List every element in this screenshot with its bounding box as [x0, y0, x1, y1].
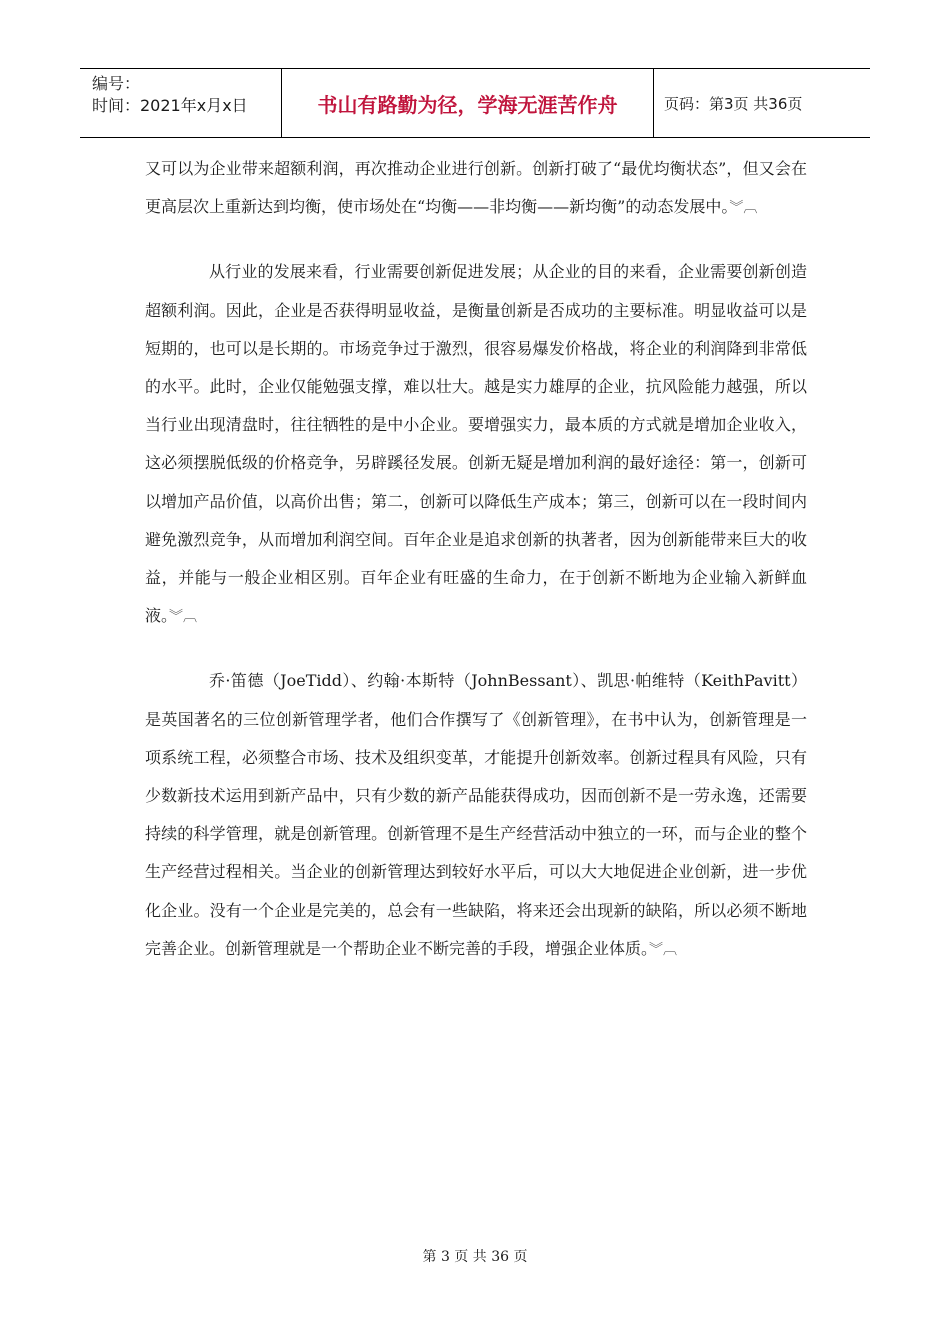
- paragraph-mark: ︾︹: [649, 941, 678, 958]
- header-meta: [80, 69, 282, 137]
- page-footer: 第 3 页 共 36 页: [422, 1249, 528, 1265]
- paragraph-3: 乔·笛德（JoeTidd）、约翰·本斯特（JohnBessant）、凯思·帕维特（KeithPavitt）是英国著名的三位创新管理学者，他们合作撰写了《创新管理》，在书中认为，创新管理是一项系统工程，必须整合市场、技术及组织变革，才能提升创新效率。创新过程具有风险，只有少数新技术运用到新产品中，只有少数的新产品能获得成功，因而创新不是一劳永逸，还需要持续的科学管理，就是创新管理。创新管理不是生产经营活动中独立的一环，而与企业的整个生产经营过程相关。当企业的创新管理达到较好水平后，可以大大地促进企业创新，进一步优化企业。没有一个企业是完美的，总会有一些缺陷，将来还会出现新的缺陷，所以必须不断地完善企业。创新管理就是一个帮助企业不断完善的手段，增强企业体质。︾︹: [145, 671, 807, 958]
- document-body: [145, 150, 807, 969]
- serial-number-label: 编号：: [92, 74, 141, 93]
- paragraph-2: 从行业的发展来看，行业需要创新促进发展；从企业的目的来看，企业需要创新创造超额利润。因此，企业是否获得明显收益，是衡量创新是否成功的主要标准。明显收益可以是短期的，也可以是长期的。市场竞争过于激烈，很容易爆发价格战，将企业的利润降到非常低的水平。此时，企业仅能勉强支撑，难以壮大。越是实力雄厚的企业，抗风险能力越强，所以当行业出现清盘时，往往牺牲的是中小企业。要增强实力，最本质的方式就是增加企业收入，这必须摆脱低级的价格竞争，另辟蹊径发展。创新无疑是增加利润的最好途径：第一，创新可以增加产品价值，以高价出售；第二，创新可以降低生产成本；第三，创新可以在一段时间内避免激烈竞争，从而增加利润空间。百年企业是追求创新的执著者，因为创新能带来巨大的收益，并能与一般企业相区别。百年企业有旺盛的生命力，在于创新不断地为企业输入新鲜血液。︾︹: [145, 262, 807, 626]
- time-label: 时间：2021年x月x日: [92, 96, 248, 115]
- paragraph-mark: ︾︹: [729, 200, 758, 217]
- header-page-info: 页码：第3页 共36页: [664, 94, 803, 113]
- paragraph-1: 又可以为企业带来超额利润，再次推动企业进行创新。创新打破了“最优均衡状态”，但又会在更高层次上重新达到均衡，使市场处在“均衡——非均衡——新均衡”的动态发展中。︾︹: [145, 159, 807, 217]
- header-motto: 书山有路勤为径，学海无涯苦作舟: [282, 69, 654, 137]
- paragraph-mark: ︾︹: [169, 609, 198, 626]
- page-header: [80, 68, 870, 138]
